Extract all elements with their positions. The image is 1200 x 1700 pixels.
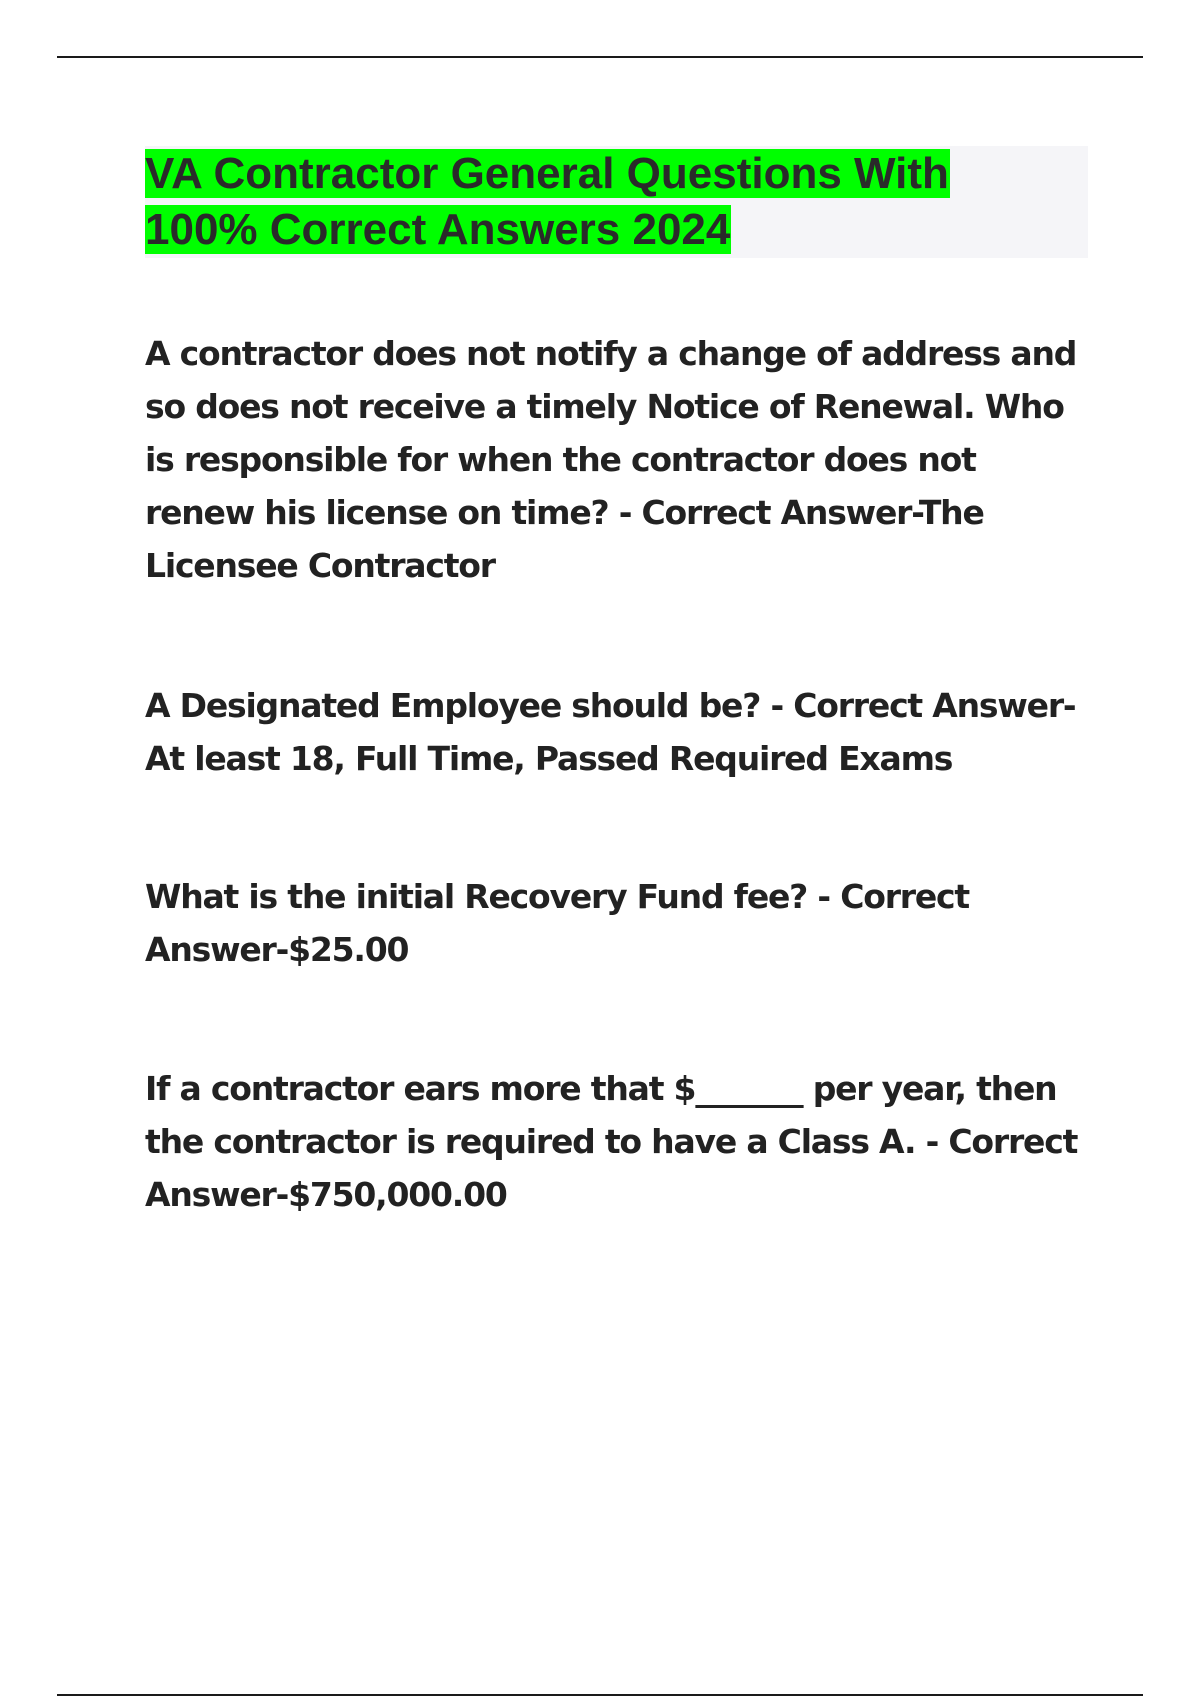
title-line-2: 100% Correct Answers 2024 <box>145 205 731 254</box>
title-line-1: VA Contractor General Questions With <box>145 149 949 198</box>
bottom-rule <box>57 1694 1143 1696</box>
document-title <box>145 146 1088 258</box>
qa-item-3: What is the initial Recovery Fund fee? - Correct Answer-$25.00 <box>145 877 969 969</box>
top-rule <box>57 56 1143 58</box>
qa-item-1: A contractor does not notify a change of address and so does not receive a timely Notice of Renewal. Who is responsible for when the contractor does not renew his license on time? - Correct Answer-The Licensee Contractor <box>145 334 1077 585</box>
qa-item-2: A Designated Employee should be? - Correct Answer-At least 18, Full Time, Passed Required Exams <box>145 686 1076 778</box>
qa-item-4: If a contractor ears more that $_______ per year, then the contractor is required to have a Class A. - Correct Answer-$750,000.00 <box>145 1069 1078 1214</box>
